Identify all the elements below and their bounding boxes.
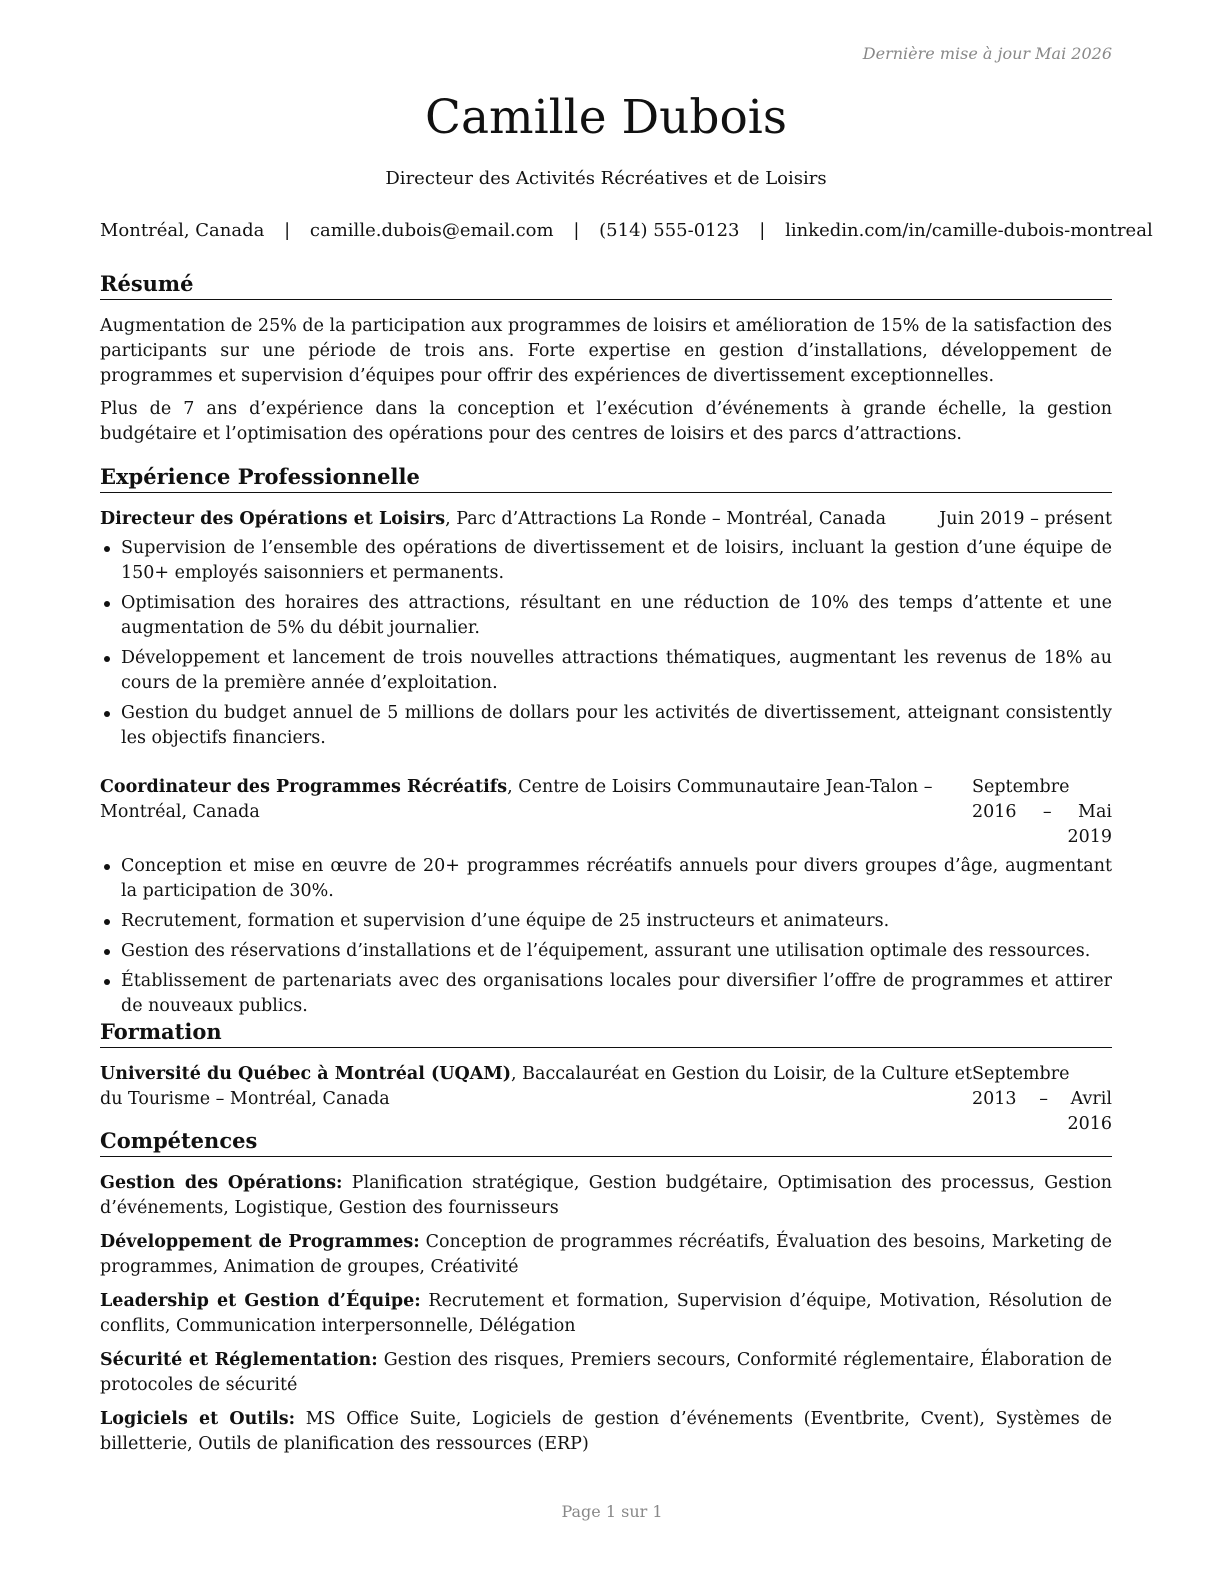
bullet-icon [104, 546, 110, 552]
education-entry [100, 1062, 1112, 1137]
job-title: Directeur des Opérations et Loisirs [100, 509, 446, 529]
skill-text: Gestion des risques, Premiers secours, Conformité réglementaire, Élaboration de protocoles de sécurité [100, 1350, 1113, 1395]
section-heading-experience: Expérience Professionnelle [100, 463, 1112, 493]
contact-location: Montréal, Canada [100, 220, 265, 241]
job-dates: Septembre 2016 – Mai 2019 [972, 777, 1112, 847]
skill-row [100, 1407, 1112, 1457]
bullet-icon [104, 656, 110, 662]
skill-label: Logiciels et Outils: [100, 1409, 296, 1429]
bullet-text: Établissement de partenariats avec des organisations locales pour diversifier l’offre de programmes et attirer de nouveaux publics. [121, 971, 1112, 1016]
contact-phone[interactable]: (514) 555-0123 [599, 220, 740, 241]
bullet-icon [104, 979, 110, 985]
bullet-text: Gestion du budget annuel de 5 millions de dollars pour les activités de divertissement, atteignant consistently les objectifs financiers. [121, 703, 1112, 748]
job-entry [100, 507, 1112, 756]
list-item [100, 591, 1112, 641]
skill-text: Planification stratégique, Gestion budgétaire, Optimisation des processus, Gestion d’événements, Logistique, Gestion des fournisseurs [100, 1173, 1112, 1218]
section-heading-summary: Résumé [100, 270, 1112, 300]
summary-block [100, 314, 1112, 455]
bullet-icon [104, 864, 110, 870]
bullet-text: Supervision de l’ensemble des opérations de divertissement et de loisirs, incluant la gestion d’une équipe de 150+ employés saisonniers et permanents. [121, 538, 1112, 583]
education-degree: , Baccalauréat en Gestion du Loisir, de la Culture et du Tourisme – Montréal, Canada [100, 1064, 972, 1109]
contact-line [100, 219, 1153, 243]
bullet-icon [104, 949, 110, 955]
last-updated: Dernière mise à jour Mai 2026 [862, 44, 1112, 63]
skills-block [100, 1171, 1112, 1466]
skill-label: Gestion des Opérations: [100, 1173, 343, 1193]
bullet-icon [104, 711, 110, 717]
contact-email[interactable]: camille.dubois@email.com [309, 220, 554, 241]
page-number: Page 1 sur 1 [561, 1502, 663, 1521]
skill-label: Développement de Programmes: [100, 1232, 420, 1252]
education-school: Université du Québec à Montréal (UQAM) [100, 1064, 512, 1084]
list-item [100, 536, 1112, 586]
job-bullets [100, 536, 1112, 751]
skill-text: Recrutement et formation, Supervision d’équipe, Motivation, Résolution de conflits, Communication interpersonnelle, Délégation [100, 1291, 1112, 1336]
contact-separator: | [759, 220, 766, 241]
list-item [100, 854, 1112, 904]
list-item [100, 701, 1112, 751]
bullet-text: Conception et mise en œuvre de 20+ programmes récréatifs annuels pour divers groupes d’âge, augmentant la participation de 30%. [121, 856, 1112, 901]
education-dates: Septembre 2013 – Avril 2016 [972, 1064, 1112, 1134]
candidate-title: Directeur des Activités Récréatives et de Loisirs [385, 168, 827, 189]
job-header [100, 507, 1112, 532]
skill-text: Conception de programmes récréatifs, Évaluation des besoins, Marketing de programmes, Animation de groupes, Créativité [100, 1232, 1112, 1277]
job-header [100, 775, 1112, 850]
job-dates: Juin 2019 – présent [939, 509, 1112, 529]
skill-row [100, 1171, 1112, 1221]
candidate-name: Camille Dubois [425, 90, 787, 145]
section-heading-education: Formation [100, 1018, 1112, 1048]
bullet-icon [104, 919, 110, 925]
education-header [100, 1062, 1112, 1137]
bullet-icon [104, 601, 110, 607]
list-item [100, 969, 1112, 1019]
job-organization: , Parc d’Attractions La Ronde – Montréal, Canada [445, 509, 887, 529]
skill-label: Leadership et Gestion d’Équipe: [100, 1291, 421, 1311]
bullet-text: Recrutement, formation et supervision d’une équipe de 25 instructeurs et animateurs. [121, 911, 890, 931]
skill-text: MS Office Suite, Logiciels de gestion d’événements (Eventbrite, Cvent), Systèmes de billetterie, Outils de planification des ressources (ERP) [100, 1409, 1112, 1454]
job-bullets [100, 854, 1112, 1019]
bullet-text: Développement et lancement de trois nouvelles attractions thématiques, augmentant les revenus de 18% au cours de la première année d’exploitation. [121, 648, 1112, 693]
job-title: Coordinateur des Programmes Récréatifs [100, 777, 508, 797]
bullet-text: Gestion des réservations d’installations et de l’équipement, assurant une utilisation optimale des ressources. [121, 941, 1091, 961]
bullet-text: Optimisation des horaires des attractions, résultant en une réduction de 10% des temps d’attente et une augmentation de 5% du débit journalier. [121, 593, 1112, 638]
section-heading-skills: Compétences [100, 1127, 1112, 1157]
list-item [100, 646, 1112, 696]
list-item [100, 939, 1112, 964]
summary-paragraph: Augmentation de 25% de la participation aux programmes de loisirs et amélioration de 15% de la satisfaction des participants sur une période de trois ans. Forte expertise en gestion d’installations, développement de programmes et supervision d’équipes pour offrir des expériences de divertissement exceptionnelles. [100, 316, 1112, 386]
contact-linkedin[interactable]: linkedin.com/in/camille-dubois-montreal [785, 220, 1153, 241]
summary-paragraph: Plus de 7 ans d’expérience dans la conception et l’exécution d’événements à grande échelle, la gestion budgétaire et l’optimisation des opérations pour des centres de loisirs et des parcs d’attractions. [100, 399, 1112, 444]
contact-separator: | [284, 220, 291, 241]
skill-row [100, 1289, 1112, 1339]
skill-row [100, 1348, 1112, 1398]
list-item [100, 909, 1112, 934]
job-entry [100, 775, 1112, 1024]
skill-label: Sécurité et Réglementation: [100, 1350, 378, 1370]
contact-separator: | [573, 220, 580, 241]
skill-row [100, 1230, 1112, 1280]
job-organization: , Centre de Loisirs Communautaire Jean-Talon – Montréal, Canada [100, 777, 933, 822]
